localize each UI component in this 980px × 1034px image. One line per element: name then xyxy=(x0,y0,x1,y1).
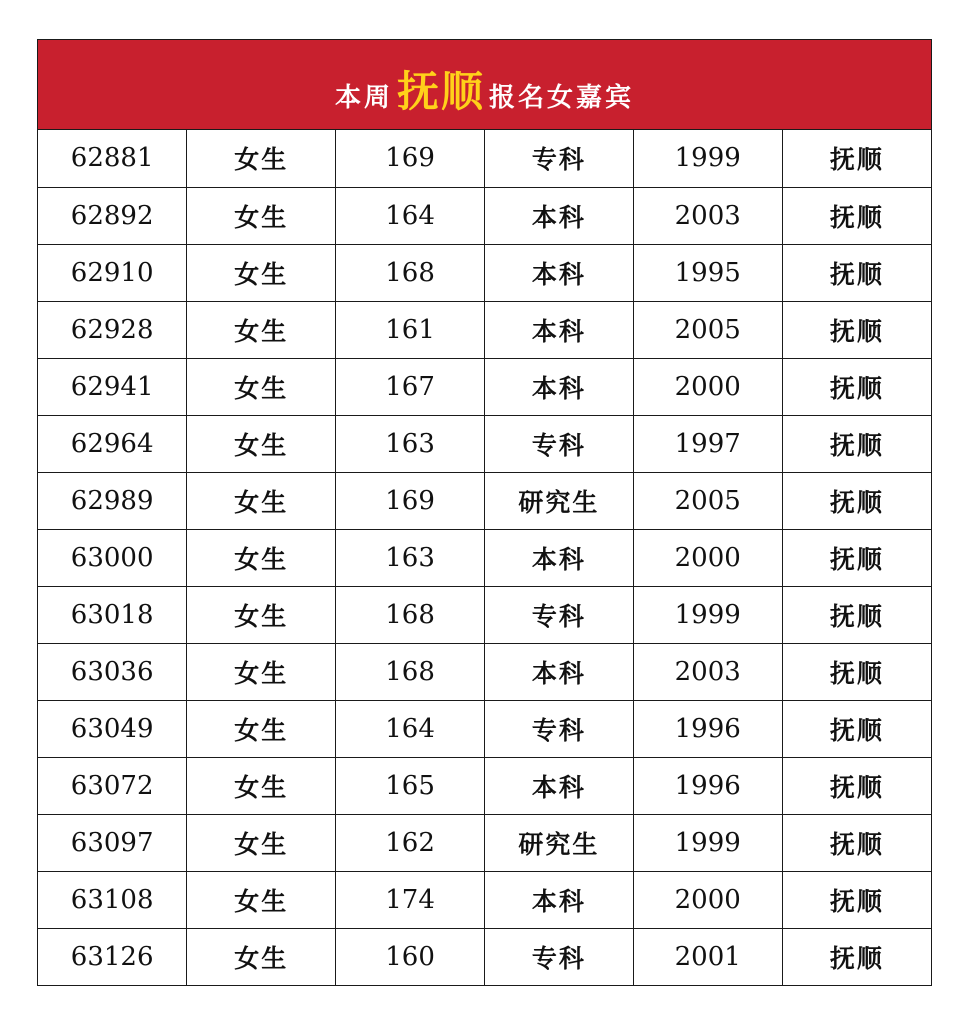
gender-cell: 女生 xyxy=(187,871,336,928)
guest-id-cell: 63018 xyxy=(38,586,187,643)
guest-id-cell: 62881 xyxy=(38,130,187,187)
guest-id-cell: 63036 xyxy=(38,643,187,700)
education-cell: 本科 xyxy=(484,871,633,928)
city-cell: 抚顺 xyxy=(782,358,931,415)
height-cell: 160 xyxy=(336,928,485,985)
gender-cell: 女生 xyxy=(187,415,336,472)
table-row xyxy=(38,529,931,586)
birth-year-cell: 2000 xyxy=(633,529,782,586)
education-cell: 本科 xyxy=(484,358,633,415)
city-cell: 抚顺 xyxy=(782,187,931,244)
height-cell: 168 xyxy=(336,586,485,643)
gender-cell: 女生 xyxy=(187,472,336,529)
gender-cell: 女生 xyxy=(187,586,336,643)
city-cell: 抚顺 xyxy=(782,244,931,301)
education-cell: 专科 xyxy=(484,130,633,187)
gender-cell: 女生 xyxy=(187,187,336,244)
table-row xyxy=(38,757,931,814)
education-cell: 本科 xyxy=(484,244,633,301)
guest-id-cell: 62910 xyxy=(38,244,187,301)
city-cell: 抚顺 xyxy=(782,472,931,529)
height-cell: 161 xyxy=(336,301,485,358)
height-cell: 169 xyxy=(336,472,485,529)
height-cell: 162 xyxy=(336,814,485,871)
education-cell: 本科 xyxy=(484,643,633,700)
city-cell: 抚顺 xyxy=(782,757,931,814)
birth-year-cell: 1999 xyxy=(633,586,782,643)
guest-list xyxy=(38,130,931,985)
city-cell: 抚顺 xyxy=(782,814,931,871)
city-cell: 抚顺 xyxy=(782,871,931,928)
birth-year-cell: 1999 xyxy=(633,130,782,187)
guest-id-cell: 62892 xyxy=(38,187,187,244)
guest-table xyxy=(37,39,932,986)
birth-year-cell: 1996 xyxy=(633,757,782,814)
table-row xyxy=(38,358,931,415)
guest-id-cell: 63126 xyxy=(38,928,187,985)
title-suffix: 报名女嘉宾 xyxy=(489,82,635,113)
gender-cell: 女生 xyxy=(187,358,336,415)
birth-year-cell: 2005 xyxy=(633,301,782,358)
city-cell: 抚顺 xyxy=(782,586,931,643)
gender-cell: 女生 xyxy=(187,301,336,358)
table-row xyxy=(38,700,931,757)
height-cell: 167 xyxy=(336,358,485,415)
page-title xyxy=(335,59,634,119)
birth-year-cell: 2000 xyxy=(633,871,782,928)
birth-year-cell: 2001 xyxy=(633,928,782,985)
guest-id-cell: 62928 xyxy=(38,301,187,358)
birth-year-cell: 2000 xyxy=(633,358,782,415)
city-cell: 抚顺 xyxy=(782,301,931,358)
education-cell: 研究生 xyxy=(484,472,633,529)
birth-year-cell: 1999 xyxy=(633,814,782,871)
table-header xyxy=(38,40,931,130)
gender-cell: 女生 xyxy=(187,529,336,586)
education-cell: 研究生 xyxy=(484,814,633,871)
table-row xyxy=(38,130,931,187)
education-cell: 本科 xyxy=(484,187,633,244)
education-cell: 专科 xyxy=(484,928,633,985)
city-cell: 抚顺 xyxy=(829,943,884,973)
guest-id-cell: 62941 xyxy=(38,358,187,415)
birth-year-cell: 1995 xyxy=(633,244,782,301)
education-cell: 本科 xyxy=(484,301,633,358)
height-cell: 165 xyxy=(336,757,485,814)
table-row xyxy=(38,244,931,301)
city-cell: 抚顺 xyxy=(782,529,931,586)
city-cell: 抚顺 xyxy=(782,700,931,757)
guest-id-cell: 63108 xyxy=(38,871,187,928)
education-cell: 本科 xyxy=(484,529,633,586)
height-cell: 174 xyxy=(336,871,485,928)
guest-id-cell: 62989 xyxy=(38,472,187,529)
table-row xyxy=(38,472,931,529)
guest-id-cell: 63097 xyxy=(38,814,187,871)
table-row xyxy=(38,301,931,358)
gender-cell: 女生 xyxy=(187,130,336,187)
title-prefix: 本周 xyxy=(334,82,393,113)
city-cell: 抚顺 xyxy=(782,643,931,700)
height-cell: 168 xyxy=(336,244,485,301)
city-cell: 抚顺 xyxy=(782,415,931,472)
table-row xyxy=(38,586,931,643)
birth-year-cell: 2005 xyxy=(633,472,782,529)
gender-cell: 女生 xyxy=(187,814,336,871)
education-cell: 本科 xyxy=(484,757,633,814)
guest-id-cell: 62964 xyxy=(38,415,187,472)
gender-cell: 女生 xyxy=(187,700,336,757)
education-cell: 专科 xyxy=(484,586,633,643)
guest-id-cell: 63072 xyxy=(38,757,187,814)
gender-cell: 女生 xyxy=(187,757,336,814)
height-cell: 168 xyxy=(336,643,485,700)
birth-year-cell: 2003 xyxy=(633,643,782,700)
height-cell: 164 xyxy=(336,700,485,757)
title-city-highlight: 抚顺 xyxy=(396,66,485,116)
height-cell: 163 xyxy=(336,415,485,472)
height-cell: 169 xyxy=(336,130,485,187)
table-row xyxy=(38,187,931,244)
table-row xyxy=(38,928,931,985)
education-cell: 专科 xyxy=(484,700,633,757)
guest-id-cell: 63049 xyxy=(38,700,187,757)
height-cell: 164 xyxy=(336,187,485,244)
table-row xyxy=(38,814,931,871)
birth-year-cell: 1996 xyxy=(633,700,782,757)
education-cell: 专科 xyxy=(484,415,633,472)
gender-cell: 女生 xyxy=(187,643,336,700)
gender-cell: 女生 xyxy=(187,928,336,985)
table-row xyxy=(38,871,931,928)
birth-year-cell: 1997 xyxy=(633,415,782,472)
birth-year-cell: 2003 xyxy=(633,187,782,244)
table-row xyxy=(38,643,931,700)
guest-id-cell: 63000 xyxy=(38,529,187,586)
height-cell: 163 xyxy=(336,529,485,586)
table-row xyxy=(38,415,931,472)
city-cell: 抚顺 xyxy=(782,130,931,187)
gender-cell: 女生 xyxy=(187,244,336,301)
